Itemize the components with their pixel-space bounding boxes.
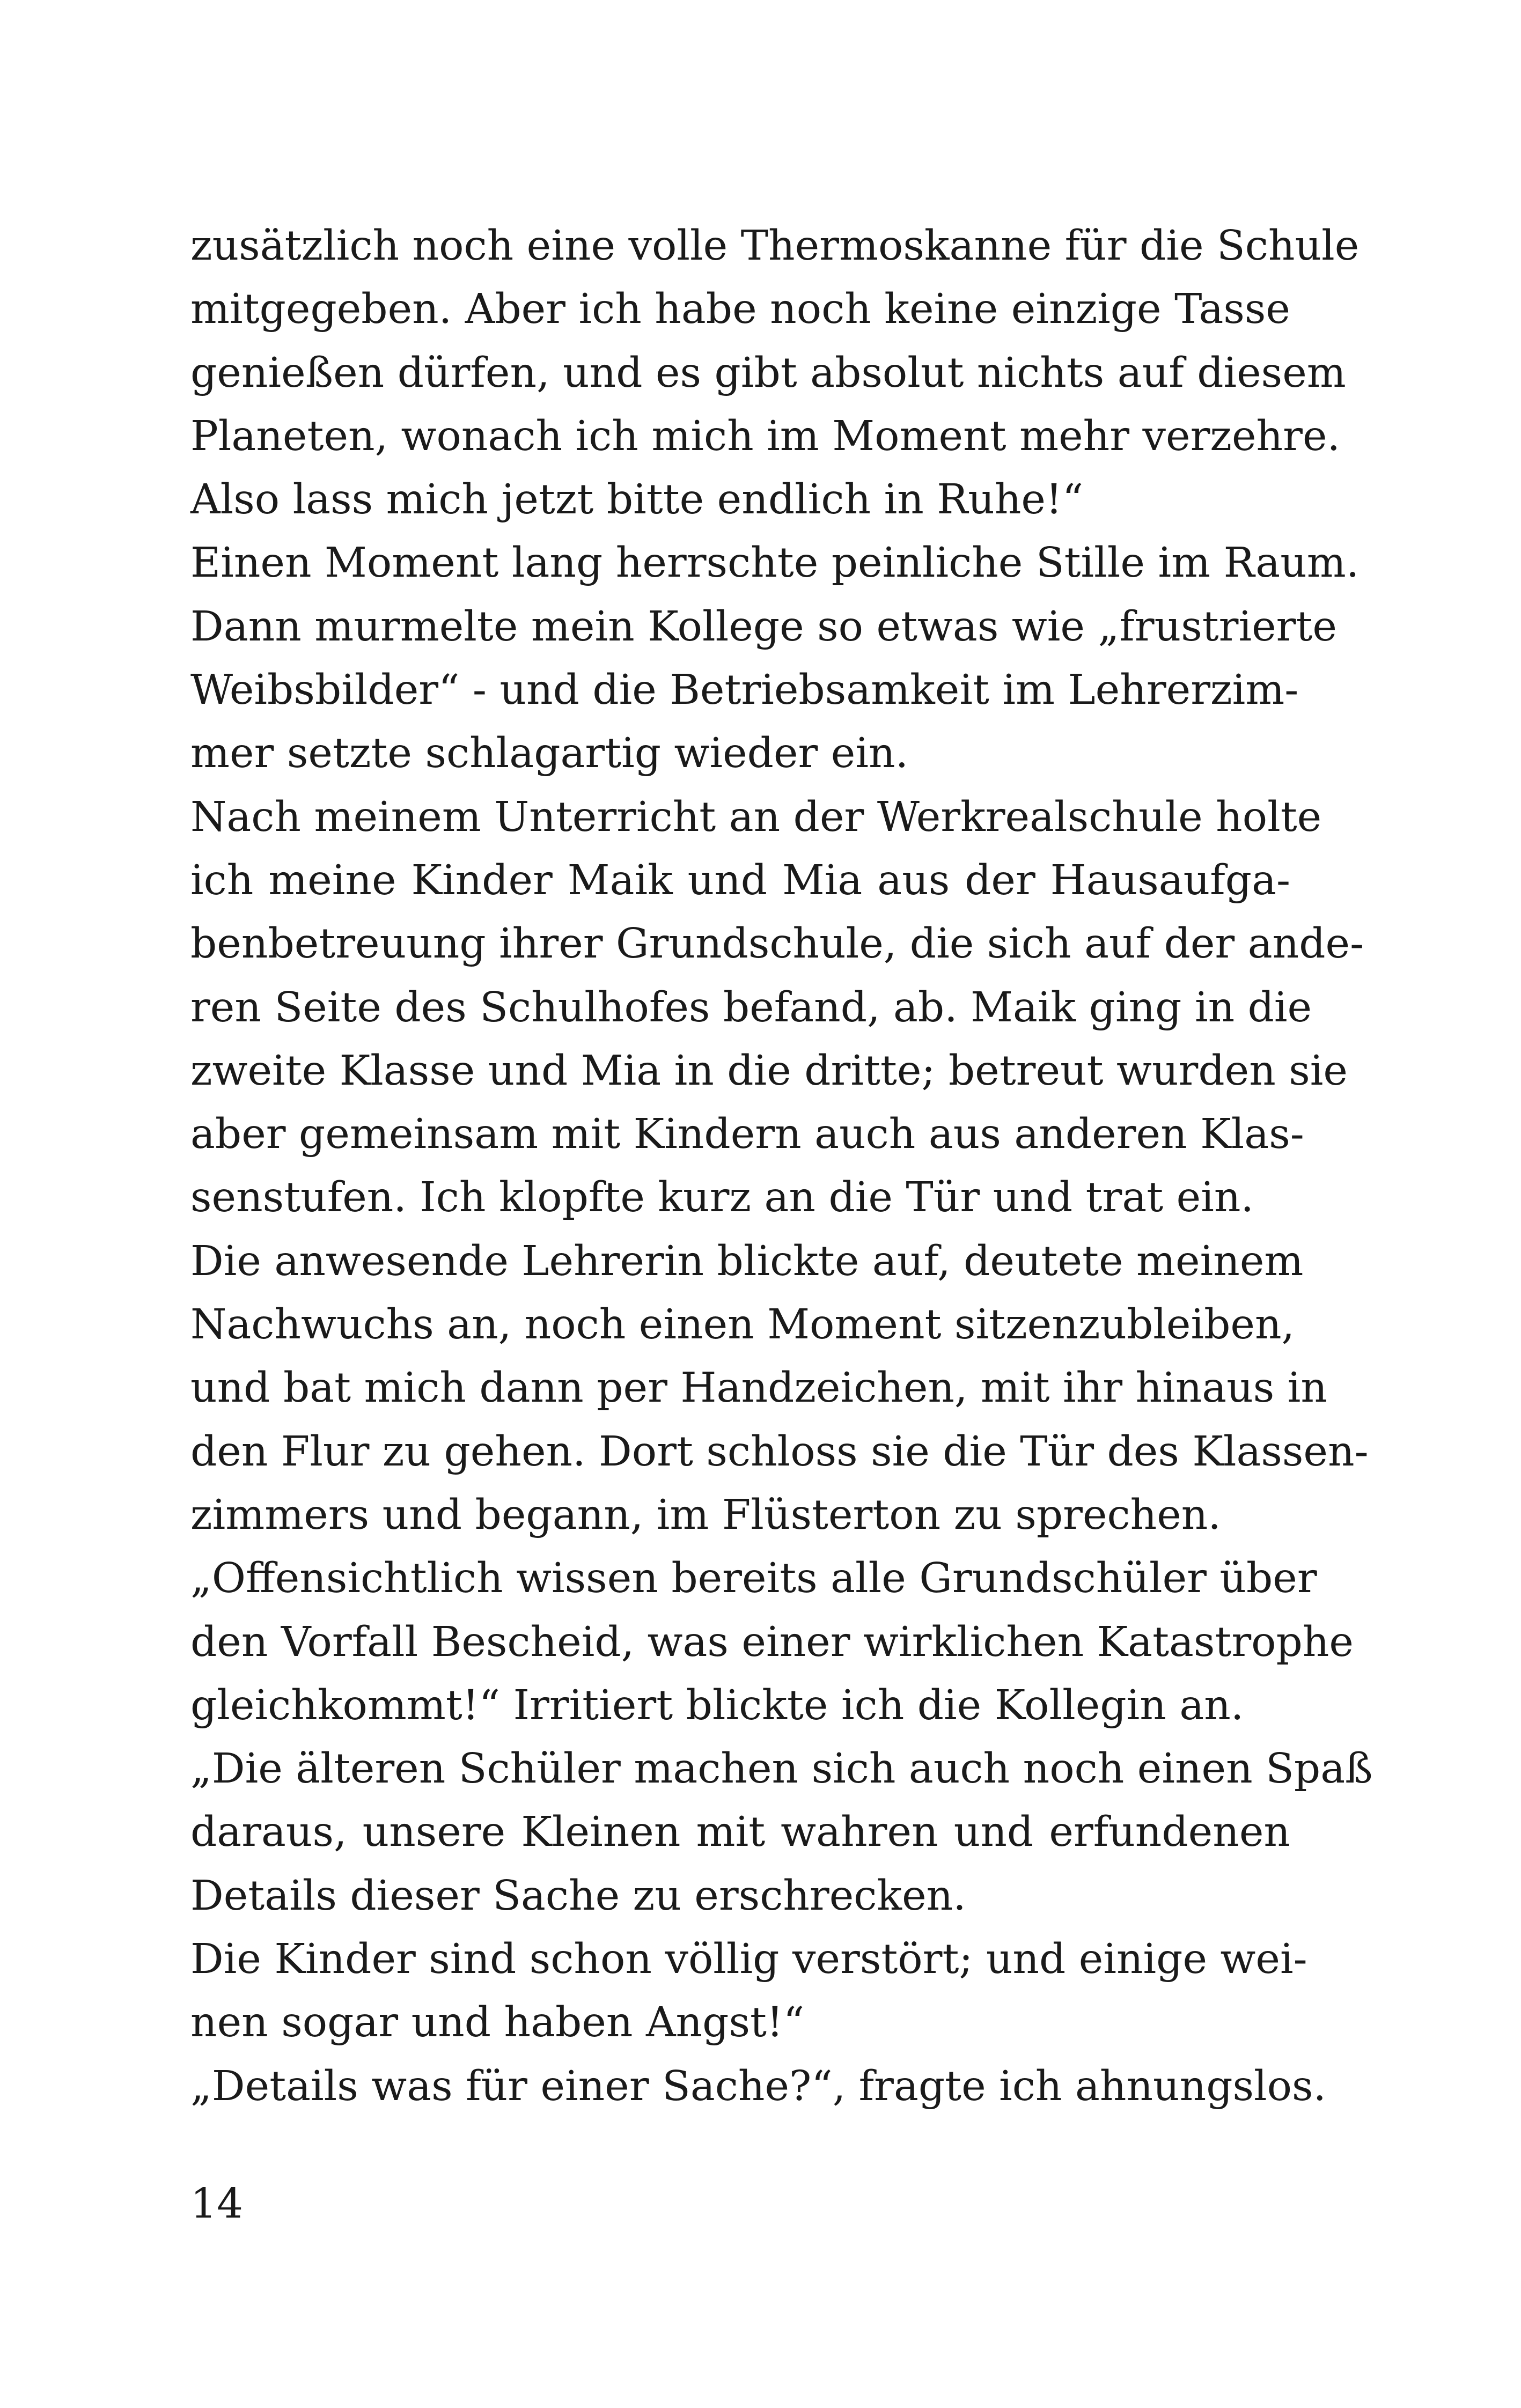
text-line: den Vorfall Bescheid, was einer wirklichen Katastrophe <box>190 1618 1354 1666</box>
text-line: Nach meinem Unterricht an der Werkrealschule holte <box>190 793 1322 841</box>
text-line: Die Kinder sind schon völlig verstört; und einige wei- <box>190 1935 1307 1984</box>
page-number: 14 <box>190 2180 243 2228</box>
text-line: zusätzlich noch eine volle Thermoskanne für die Schule <box>190 222 1360 270</box>
text-line: senstufen. Ich klopfte kurz an die Tür und trat ein. <box>190 1174 1254 1222</box>
text-line: ich meine Kinder Maik und Mia aus der Hausaufga- <box>190 856 1290 904</box>
text-line: mitgegeben. Aber ich habe noch keine einzige Tasse <box>190 285 1290 334</box>
text-line: nen sogar und haben Angst!“ <box>190 1999 805 2047</box>
text-line: und bat mich dann per Handzeichen, mit ihr hinaus in <box>190 1364 1328 1412</box>
text-line: mer setzte schlagartig wieder ein. <box>190 730 909 778</box>
text-line: Weibsbilder“ - und die Betriebsamkeit im Lehrerzim- <box>190 666 1299 715</box>
text-line: Die anwesende Lehrerin blickte auf, deutete meinem <box>190 1237 1304 1285</box>
text-line: Details dieser Sache zu erschrecken. <box>190 1872 966 1920</box>
text-line: zweite Klasse und Mia in die dritte; betreut wurden sie <box>190 1047 1348 1095</box>
text-line: gleichkommt!“ Irritiert blickte ich die Kollegin an. <box>190 1681 1244 1729</box>
body-text <box>190 215 1373 2118</box>
text-line: „Details was für einer Sache?“, fragte ich ahnungslos. <box>190 2062 1327 2110</box>
text-line: Dann murmelte mein Kollege so etwas wie „frustrierte <box>190 602 1337 651</box>
text-line: Einen Moment lang herrschte peinliche Stille im Raum. <box>190 539 1360 587</box>
text-line: „Offensichtlich wissen bereits alle Grundschüler über <box>190 1555 1317 1603</box>
text-line: benbetreuung ihrer Grundschule, die sich auf der ande- <box>190 920 1364 968</box>
text-line: Also lass mich jetzt bitte endlich in Ruhe!“ <box>190 476 1084 524</box>
text-line: Planeten, wonach ich mich im Moment mehr verzehre. <box>190 412 1340 460</box>
text-line: den Flur zu gehen. Dort schloss sie die Tür des Klassen- <box>190 1427 1369 1476</box>
text-line: ren Seite des Schulhofes befand, ab. Maik ging in die <box>190 983 1312 1032</box>
text-line: zimmers und begann, im Flüsterton zu sprechen. <box>190 1491 1221 1539</box>
text-line: Nachwuchs an, noch einen Moment sitzenzubleiben, <box>190 1301 1295 1349</box>
text-line: „Die älteren Schüler machen sich auch noch einen Spaß <box>190 1745 1373 1793</box>
text-line: daraus, unsere Kleinen mit wahren und erfundenen <box>190 1808 1290 1857</box>
text-line: genießen dürfen, und es gibt absolut nichts auf diesem <box>190 349 1346 397</box>
text-line: aber gemeinsam mit Kindern auch aus anderen Klas- <box>190 1110 1304 1159</box>
